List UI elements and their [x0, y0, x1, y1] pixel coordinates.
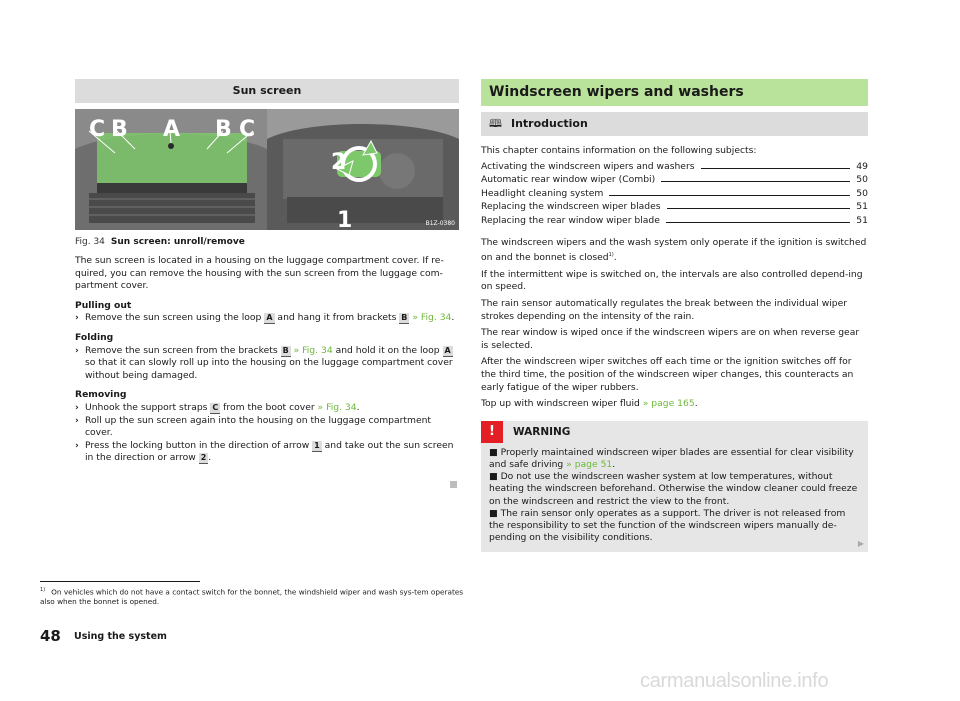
book-icon: 🕮 — [489, 117, 502, 130]
figure-labels — [75, 109, 459, 230]
key-a: A — [266, 313, 273, 323]
paragraph-rain-sensor: The rain sensor automatically regulates the break between the individual wiper strokes depending on the intensity of the rain. — [481, 298, 848, 322]
pulling-out-step: › Remove the sun screen using the loop A and hang it from brackets B » Fig. 34. — [75, 312, 455, 324]
step-arrow-icon: › — [75, 312, 79, 324]
fig-label-2: 2 — [331, 150, 347, 175]
footnote: $^{1)}$ On vehicles which do not have a contact switch for the bonnet, the windshield wiper and wash sys-tem operates also when the bonnet is opened. — [40, 587, 464, 606]
warning-item: ■ Properly maintained windscreen wiper blades are essential for clear visibility and safe driving » page 51. — [489, 446, 854, 470]
key-b: B — [282, 345, 289, 355]
toc-list — [481, 161, 868, 229]
figure-34 — [75, 109, 459, 230]
fig-label-c-right: C — [239, 117, 256, 142]
key-c: C — [212, 402, 219, 412]
continue-icon: ▶ — [857, 539, 864, 549]
paragraph-intermittent: If the intermittent wipe is switched on, the intervals are also controlled depend-ing on speed. — [481, 268, 863, 293]
toc-intro: This chapter contains information on the following subjects: — [481, 145, 757, 156]
toc-item[interactable]: Replacing the rear window wiper blade 51 — [481, 214, 868, 226]
folding-step: › Remove the sun screen from the brackets B » Fig. 34 and hold it on the loop A so that it can slowly roll up into the housing on the luggage compartment cover without being damaged. — [75, 344, 453, 381]
right-column — [481, 79, 868, 552]
fig-label-1: 1 — [337, 208, 353, 230]
chapter-title: Windscreen wipers and washers — [481, 79, 868, 106]
step-arrow-icon: › — [75, 401, 79, 413]
sun-screen-intro: The sun screen is located in a housing on the luggage compartment cover. If re-quired, you can remove the housing with the sun screen from the luggage com-partment cover. — [75, 255, 444, 292]
warning-icon: ! — [481, 421, 503, 443]
removing-heading: Removing — [75, 389, 127, 401]
warning-title: WARNING — [513, 425, 571, 438]
page-51-link[interactable]: » page 51 — [566, 458, 613, 470]
step-arrow-icon: › — [75, 344, 79, 356]
footnote-divider — [40, 581, 200, 582]
pulling-out-heading: Pulling out — [75, 299, 132, 311]
left-column — [75, 79, 459, 465]
toc-item[interactable]: Headlight cleaning system 50 — [481, 187, 868, 199]
fig-34-link[interactable]: » Fig. 34 — [317, 401, 357, 413]
warning-item: ■ The rain sensor only operates as a support. The driver is not released from the responsibility to set the function of the windscreen wipers manually de-pending on the visibility conditions. — [489, 507, 846, 544]
toc-item[interactable]: Automatic rear window wiper (Combi) 50 — [481, 174, 868, 186]
page-165-link[interactable]: » page 165 — [642, 398, 695, 410]
key-1: 1 — [314, 440, 320, 450]
step-arrow-icon: › — [75, 414, 79, 426]
toc-item[interactable]: Replacing the windscreen wiper blades 51 — [481, 201, 868, 213]
footer-title: Using the system — [74, 631, 167, 642]
caption-label: Fig. 34 — [75, 237, 105, 247]
figure-caption — [75, 237, 459, 247]
removing-step-1: › Unhook the support straps C from the boot cover » Fig. 34. — [75, 401, 360, 413]
watermark-text: carmanualsonline.info — [640, 670, 829, 692]
fig-label-b-right: B — [215, 117, 232, 142]
warning-box — [481, 421, 868, 553]
paragraph-wiper-position: After the windscreen wiper switches off each time or the ignition switches off for the third time, the position of the windscreen wiper changes, this counteracts an early fatigue of the wiper rubbers. — [481, 356, 854, 393]
key-2: 2 — [200, 453, 207, 463]
folding-heading: Folding — [75, 331, 114, 343]
removing-step-2: › Roll up the sun screen again into the housing on the luggage compartment cover. — [75, 414, 432, 439]
section-title: Sun screen — [75, 79, 459, 103]
paragraph-top-up: Top up with windscreen wiper fluid » page 165. — [481, 398, 698, 410]
introduction-heading: 🕮 Introduction — [481, 112, 868, 136]
section-end-icon — [450, 481, 457, 488]
key-b: B — [401, 313, 408, 323]
key-a: A — [444, 345, 451, 355]
fig-34-link[interactable]: » Fig. 34 — [412, 312, 452, 324]
fig-label-c-left: C — [89, 117, 106, 142]
figure-ref-code: B1Z-0380 — [425, 220, 455, 227]
page-number: 48 — [40, 627, 61, 645]
warning-item: ■ Do not use the windscreen washer system at low temperatures, without heating the windscreen beforehand. Otherwise the window cleaner could freeze on the windscreen and restrict the view to the front. — [489, 471, 858, 507]
fig-34-link[interactable]: » Fig. 34 — [293, 344, 333, 356]
paragraph-rear-window: The rear window is wiped once if the windscreen wipers are on when reverse gear is selected. — [481, 327, 860, 351]
removing-step-3: › Press the locking button in the direction of arrow 1 and take out the sun screen in the direction or arrow 2 . — [75, 439, 454, 464]
fig-label-a: A — [163, 117, 181, 142]
fig-label-b-left: B — [111, 117, 128, 142]
caption-title: Sun screen: unroll/remove — [110, 237, 245, 247]
paragraph-ignition: The windscreen wipers and the wash system only operate if the ignition is switched on and the bonnet is closed$^{1)}$. — [481, 236, 867, 264]
step-arrow-icon: › — [75, 439, 79, 451]
toc-item[interactable]: Activating the windscreen wipers and washers 49 — [481, 160, 868, 172]
